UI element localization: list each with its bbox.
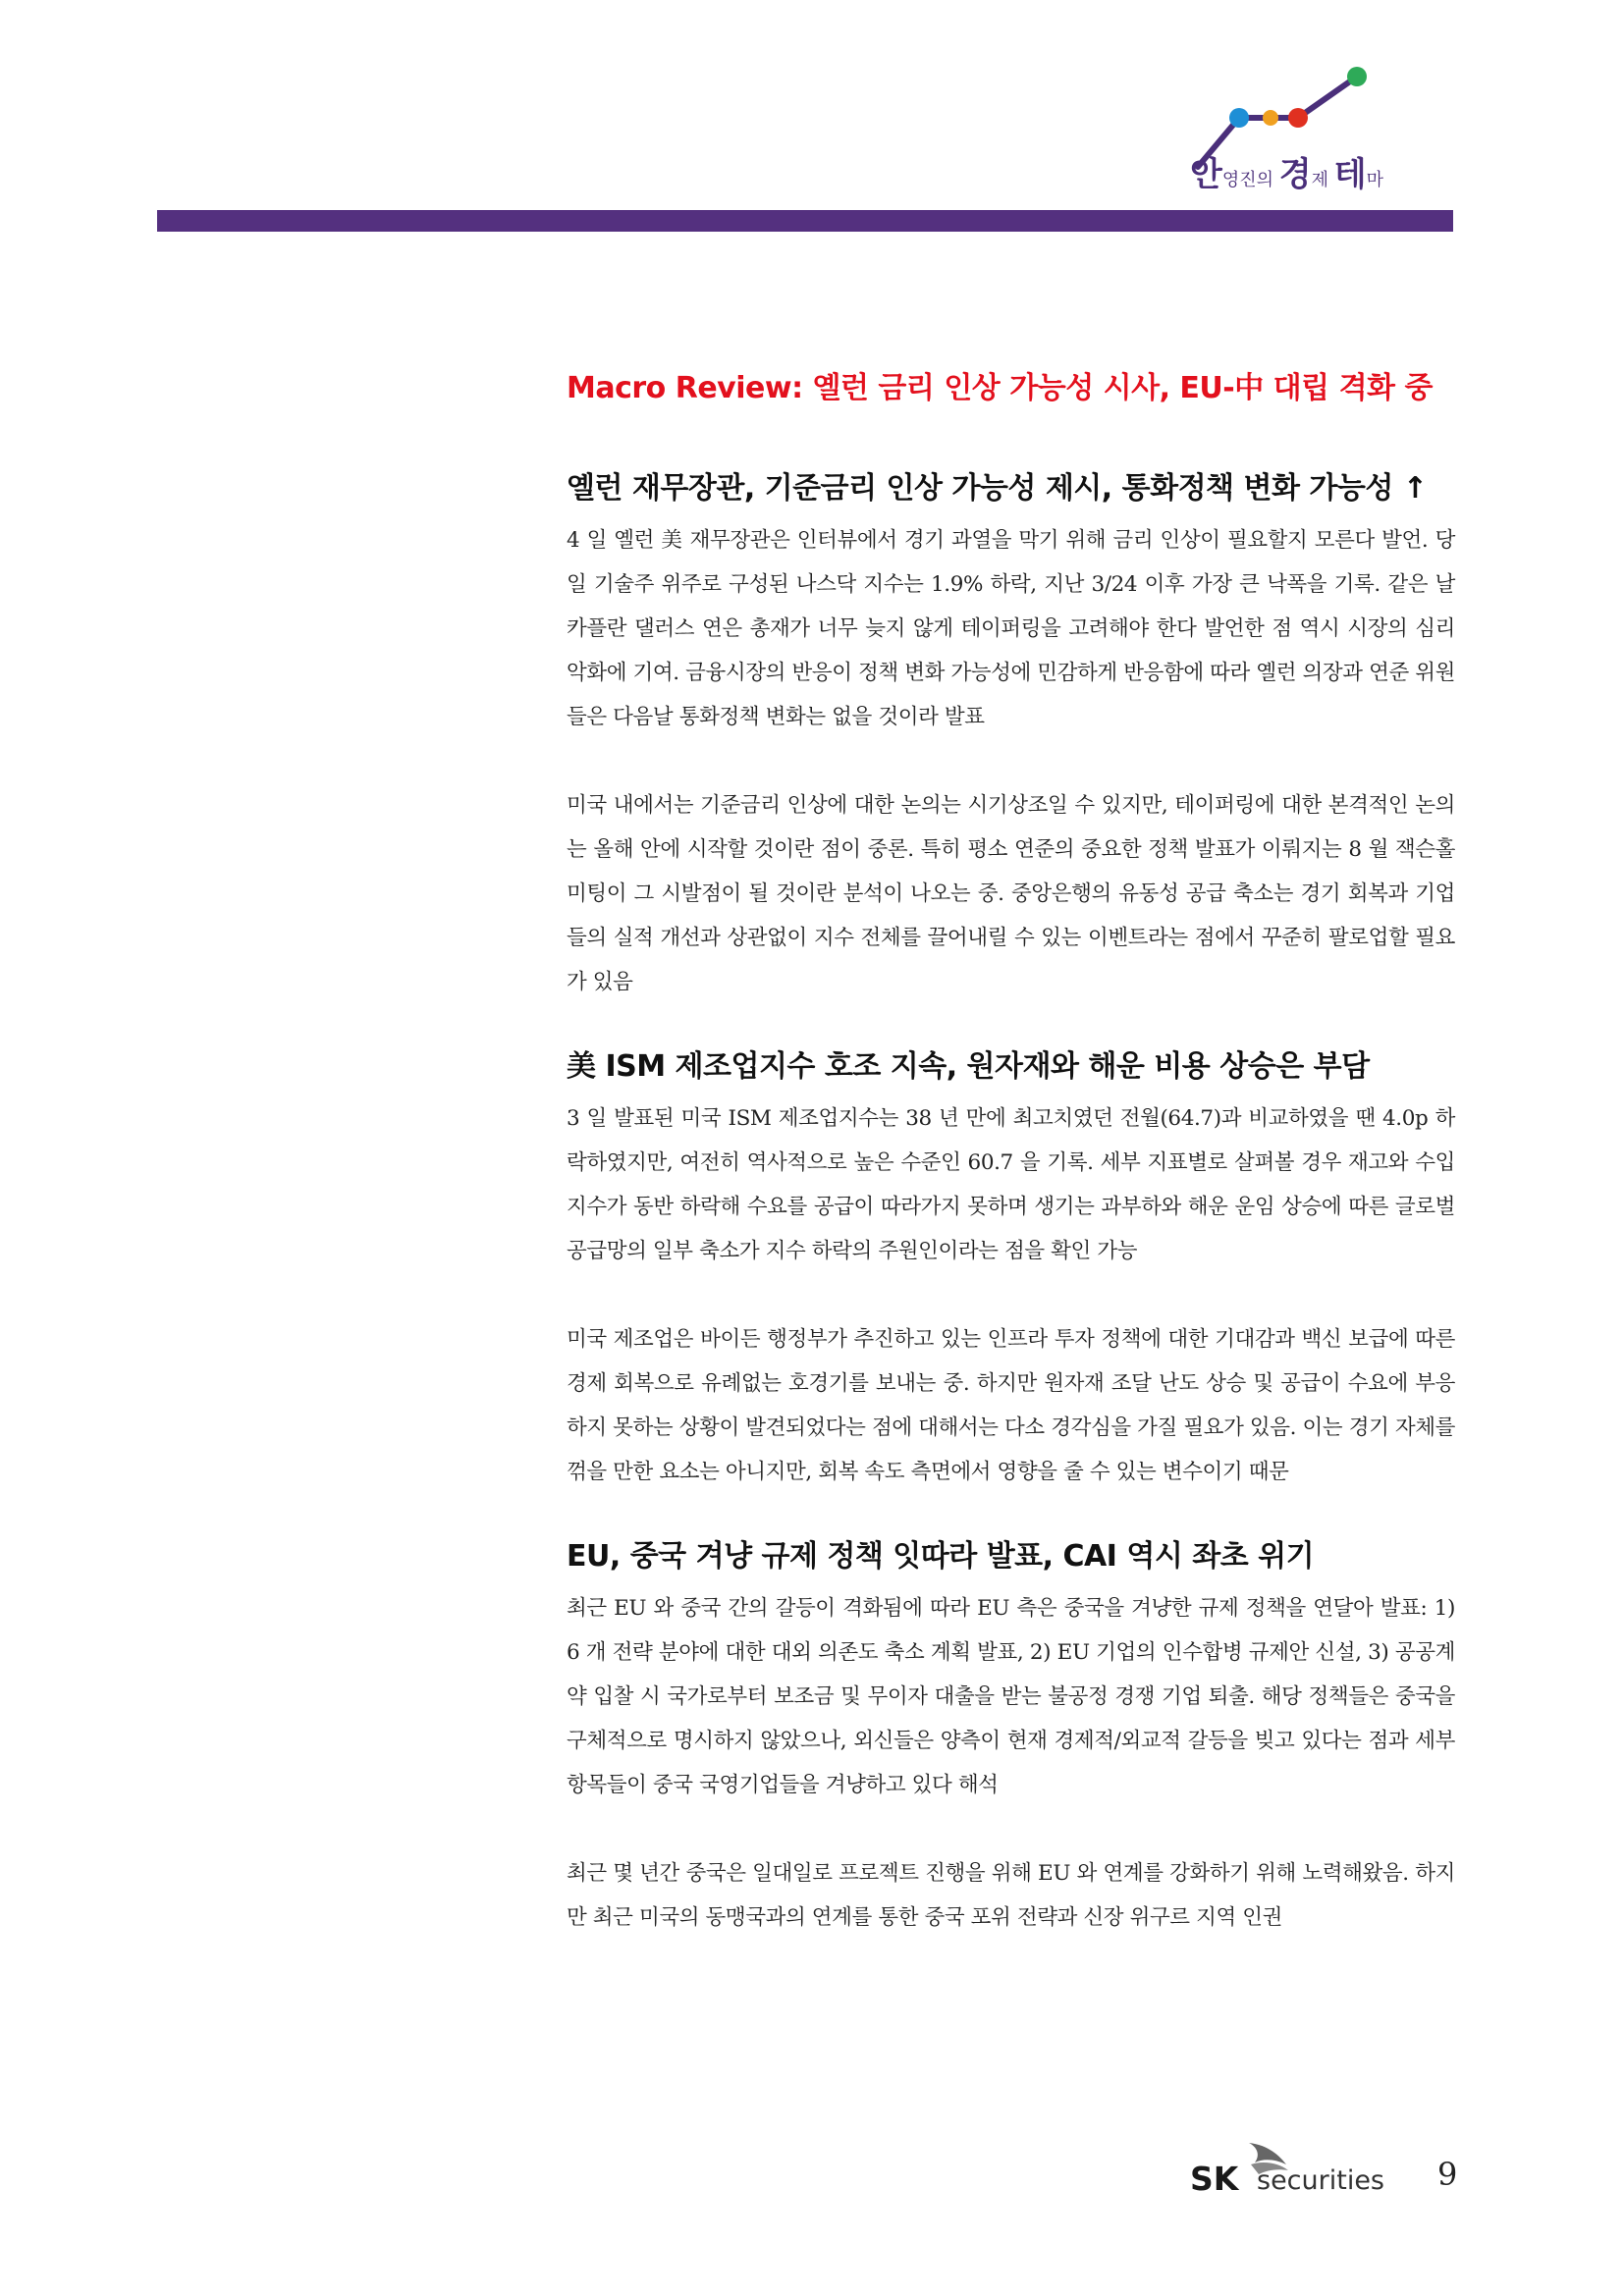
- article-paragraph: 미국 내에서는 기준금리 인상에 대한 논의는 시기상조일 수 있지만, 테이퍼링에 대한 본격적인 논의는 올해 안에 시작할 것이란 점이 중론. 특히 평소 연준의 중요한 정책 발표가 이뤄지는 8 월 잭슨홀 미팅이 그 시발점이 될 것이란 분석이 나오는 중. 중앙은행의 유동성 공급 축소는 경기 회복과 기업들의 실적 개선과 상관없이 지수 전체를 끌어내릴 수 있는 이벤트라는 점에서 꾸준히 팔로업할 필요가 있음: [567, 793, 1455, 994]
- article: [567, 1531, 1455, 1940]
- brand-logo-text: 안영진의 경제 테마: [1190, 155, 1383, 194]
- article: [567, 463, 1455, 1004]
- logo-dot-green: [1347, 67, 1367, 86]
- article-paragraph: 4 일 옐런 美 재무장관은 인터뷰에서 경기 과열을 막기 위해 금리 인상이 필요할지 모른다 발언. 당일 기술주 위주로 구성된 나스닥 지수는 1.9% 하락, 지난 3/24 이후 가장 큰 낙폭을 기록. 같은 날 카플란 댈러스 연은 총재가 너무 늦지 않게 테이퍼링을 고려해야 한다 발언한 점 역시 시장의 심리 악화에 기여. 금융시장의 반응이 정책 변화 가능성에 민감하게 반응함에 따라 옐런 의장과 연준 위원들은 다음날 통화정책 변화는 없을 것이라 발표: [567, 528, 1455, 729]
- article-paragraph: 최근 몇 년간 중국은 일대일로 프로젝트 진행을 위해 EU 와 연계를 강화하기 위해 노력해왔음. 하지만 최근 미국의 동맹국과의 연계를 통한 중국 포위 전략과 신장 위구르 지역 인권: [567, 1861, 1455, 1930]
- logo-dot-orange: [1263, 110, 1278, 126]
- report-body: [567, 363, 1455, 1940]
- article-paragraph: 미국 제조업은 바이든 행정부가 추진하고 있는 인프라 투자 정책에 대한 기대감과 백신 보급에 따른 경제 회복으로 유례없는 호경기를 보내는 중. 하지만 원자재 조달 난도 상승 및 공급이 수요에 부응하지 못하는 상황이 발견되었다는 점에 대해서는 다소 경각심을 가질 필요가 있음. 이는 경기 자체를 꺾을 만한 요소는 아니지만, 회복 속도 측면에서 영향을 줄 수 있는 변수이기 때문: [567, 1327, 1455, 1484]
- article-heading: EU, 중국 겨냥 규제 정책 잇따라 발표, CAI 역시 좌초 위기: [567, 1539, 1315, 1574]
- page-number: 9: [1437, 2156, 1458, 2193]
- logo-dot-blue: [1229, 108, 1249, 128]
- section-title: Macro Review: 옐런 금리 인상 가능성 시사, EU-中 대립 격화 중: [567, 371, 1433, 405]
- footer-brand-sk: SK: [1190, 2160, 1239, 2198]
- header-divider: [157, 210, 1453, 232]
- article-paragraph: 3 일 발표된 미국 ISM 제조업지수는 38 년 만에 최고치였던 전월(64.7)과 비교하였을 땐 4.0p 하락하였지만, 여전히 역사적으로 높은 수준인 60.7 을 기록. 세부 지표별로 살펴볼 경우 재고와 수입지수가 동반 하락해 수요를 공급이 따라가지 못하며 생기는 과부하와 해운 운임 상승에 따른 글로벌 공급망의 일부 축소가 지수 하락의 주원인이라는 점을 확인 가능: [567, 1106, 1455, 1263]
- footer-brand-securities: securities: [1257, 2165, 1385, 2196]
- article-heading: 美 ISM 제조업지수 호조 지속, 원자재와 해운 비용 상승은 부담: [567, 1049, 1370, 1084]
- article-paragraph: 최근 EU 와 중국 간의 갈등이 격화됨에 따라 EU 측은 중국을 겨냥한 규제 정책을 연달아 발표: 1) 6 개 전략 분야에 대한 대외 의존도 축소 계획 발표, 2) EU 기업의 인수합병 규제안 신설, 3) 공공계약 입찰 시 국가로부터 보조금 및 무이자 대출을 받는 불공정 경쟁 기업 퇴출. 해당 정책들은 중국을 구체적으로 명시하지 않았으나, 외신들은 양측이 현재 경제적/외교적 갈등을 빚고 있다는 점과 세부 항목들이 중국 국영기업들을 겨냥하고 있다 해석: [567, 1596, 1455, 1797]
- logo-dot-red: [1288, 108, 1308, 128]
- article: [567, 1041, 1455, 1494]
- article-heading: 옐런 재무장관, 기준금리 인상 가능성 제시, 통화정책 변화 가능성 ↑: [567, 471, 1428, 506]
